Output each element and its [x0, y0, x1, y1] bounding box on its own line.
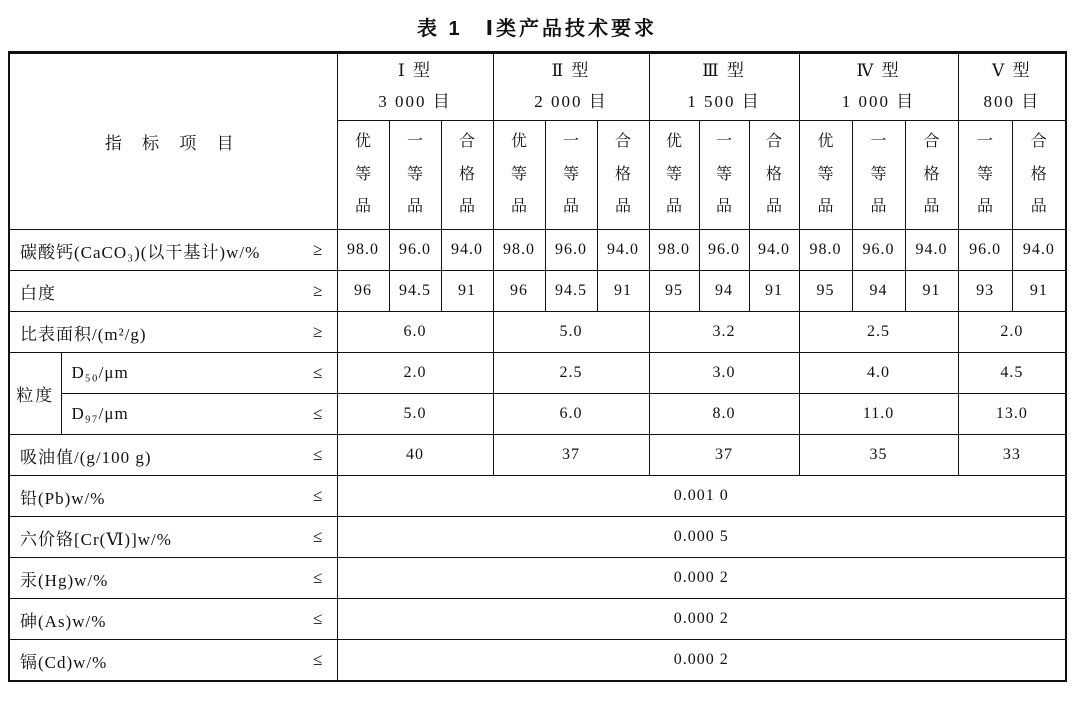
type-1-name: Ⅰ 型: [398, 61, 432, 81]
row-whiteness: [9, 271, 1066, 312]
row-label-cell: [9, 435, 337, 476]
row-label: 白度: [20, 283, 56, 303]
value-cell: 94: [852, 271, 905, 312]
row-label: 六价铬[Cr(Ⅵ)]w/%: [20, 529, 172, 549]
value-cell: 96.0: [389, 230, 441, 271]
grade-cell: [545, 121, 597, 230]
row-label: 汞(Hg)w/%: [20, 570, 109, 590]
row-caco3: [9, 230, 1066, 271]
value-cell: 4.5: [958, 353, 1066, 394]
value-cell: 13.0: [958, 394, 1066, 435]
value-cell: 95: [799, 271, 852, 312]
grade-label: 合格品: [766, 132, 783, 216]
item-header-cell: [9, 53, 337, 230]
granularity-label: 粒度: [16, 386, 55, 405]
type-4-name: Ⅳ 型: [856, 61, 901, 81]
value-cell: 0.001 0: [337, 476, 1066, 517]
type-5-name: Ⅴ 型: [992, 61, 1032, 81]
value-cell: 93: [958, 271, 1012, 312]
gte-symbol: ≥: [313, 240, 323, 259]
row-surface-area: [9, 312, 1066, 353]
grade-cell: [699, 121, 749, 230]
value-cell: 91: [441, 271, 493, 312]
grade-label: 合格品: [1030, 132, 1047, 216]
grade-label: 合格品: [923, 132, 940, 216]
value-cell: 2.0: [337, 353, 493, 394]
row-oil-absorption: [9, 435, 1066, 476]
grade-cell: [597, 121, 649, 230]
grade-label: 一等品: [870, 132, 887, 216]
grade-label: 一等品: [406, 132, 423, 216]
grade-cell: [749, 121, 799, 230]
value-cell: 94: [699, 271, 749, 312]
type-4-mesh: 1 000 目: [841, 92, 916, 111]
lte-symbol: ≤: [313, 404, 323, 423]
type-5-header: [958, 53, 1066, 121]
value-cell: 98.0: [649, 230, 699, 271]
type-3-name: Ⅲ 型: [702, 61, 746, 81]
type-2-name: Ⅱ 型: [551, 61, 591, 81]
grade-label: 优等品: [817, 132, 834, 216]
lte-symbol: ≤: [313, 527, 323, 546]
value-cell: 91: [597, 271, 649, 312]
value-cell: 4.0: [799, 353, 958, 394]
lte-symbol: ≤: [313, 568, 323, 587]
type-3-header: [649, 53, 799, 121]
row-label-cell: [9, 517, 337, 558]
row-label-cell: [9, 230, 337, 271]
value-cell: 40: [337, 435, 493, 476]
grade-label: 合格品: [459, 132, 476, 216]
grade-label: 合格品: [615, 132, 632, 216]
value-cell: 91: [1012, 271, 1066, 312]
type-4-header: [799, 53, 958, 121]
grade-label: 一等品: [716, 132, 733, 216]
type-1-header: [337, 53, 493, 121]
value-cell: 94.0: [905, 230, 958, 271]
row-d97: [9, 394, 1066, 435]
value-cell: 96: [337, 271, 389, 312]
type-2-mesh: 2 000 目: [534, 92, 608, 111]
grade-label: 一等品: [563, 132, 580, 216]
value-cell: 2.5: [493, 353, 649, 394]
header-row-types: [9, 53, 1066, 121]
grade-cell: [958, 121, 1012, 230]
value-cell: 8.0: [649, 394, 799, 435]
row-label-cell: [9, 476, 337, 517]
grade-cell: [389, 121, 441, 230]
lte-symbol: ≤: [313, 363, 323, 382]
row-label: D₉₇/μm: [71, 404, 129, 423]
row-label-cell: [9, 558, 337, 599]
row-label: 镉(Cd)w/%: [20, 652, 108, 672]
grade-cell: [852, 121, 905, 230]
value-cell: 96.0: [699, 230, 749, 271]
value-cell: 33: [958, 435, 1066, 476]
value-cell: 98.0: [799, 230, 852, 271]
grade-label: 一等品: [977, 132, 994, 216]
value-cell: 98.0: [337, 230, 389, 271]
grade-cell: [799, 121, 852, 230]
type-1-mesh: 3 000 目: [378, 92, 452, 111]
value-cell: 94.5: [545, 271, 597, 312]
row-label-cell: [9, 271, 337, 312]
row-label-cell: [9, 640, 337, 682]
value-cell: 91: [905, 271, 958, 312]
table-title: 表 1 Ⅰ类产品技术要求: [416, 18, 658, 40]
value-cell: 2.0: [958, 312, 1066, 353]
value-cell: 94.0: [597, 230, 649, 271]
value-cell: 3.2: [649, 312, 799, 353]
grade-cell: [441, 121, 493, 230]
value-cell: 5.0: [337, 394, 493, 435]
lte-symbol: ≤: [313, 650, 323, 669]
row-mercury: [9, 558, 1066, 599]
value-cell: 0.000 2: [337, 640, 1066, 682]
value-cell: 0.000 2: [337, 558, 1066, 599]
value-cell: 35: [799, 435, 958, 476]
row-lead: [9, 476, 1066, 517]
row-label: 砷(As)w/%: [20, 611, 107, 631]
value-cell: 5.0: [493, 312, 649, 353]
value-cell: 0.000 5: [337, 517, 1066, 558]
row-arsenic: [9, 599, 1066, 640]
type-3-mesh: 1 500 目: [687, 92, 761, 111]
row-label-cell: [9, 599, 337, 640]
grade-label: 优等品: [511, 132, 528, 216]
type-2-header: [493, 53, 649, 121]
grade-label: 优等品: [666, 132, 683, 216]
grade-cell: [337, 121, 389, 230]
granularity-group-cell: [9, 353, 61, 435]
value-cell: 96: [493, 271, 545, 312]
value-cell: 2.5: [799, 312, 958, 353]
row-label: 碳酸钙(CaCO₃)(以干基计)w/%: [20, 242, 261, 262]
spec-table: [8, 51, 1067, 682]
value-cell: 96.0: [958, 230, 1012, 271]
gte-symbol: ≥: [313, 322, 323, 341]
value-cell: 37: [493, 435, 649, 476]
row-label: 铅(Pb)w/%: [20, 488, 106, 508]
value-cell: 94.0: [441, 230, 493, 271]
gte-symbol: ≥: [313, 281, 323, 300]
value-cell: 37: [649, 435, 799, 476]
lte-symbol: ≤: [313, 486, 323, 505]
value-cell: 94.0: [1012, 230, 1066, 271]
grade-label: 优等品: [354, 132, 371, 216]
value-cell: 0.000 2: [337, 599, 1066, 640]
value-cell: 6.0: [493, 394, 649, 435]
value-cell: 11.0: [799, 394, 958, 435]
grade-cell: [649, 121, 699, 230]
value-cell: 6.0: [337, 312, 493, 353]
grade-cell: [905, 121, 958, 230]
value-cell: 94.5: [389, 271, 441, 312]
row-d50: [9, 353, 1066, 394]
value-cell: 96.0: [852, 230, 905, 271]
row-label-cell: [61, 353, 337, 394]
value-cell: 96.0: [545, 230, 597, 271]
value-cell: 98.0: [493, 230, 545, 271]
type-5-mesh: 800 目: [983, 92, 1041, 111]
row-chromium: [9, 517, 1066, 558]
row-label-cell: [9, 312, 337, 353]
row-label-cell: [61, 394, 337, 435]
lte-symbol: ≤: [313, 445, 323, 464]
grade-cell: [493, 121, 545, 230]
lte-symbol: ≤: [313, 609, 323, 628]
value-cell: 94.0: [749, 230, 799, 271]
value-cell: 95: [649, 271, 699, 312]
value-cell: 91: [749, 271, 799, 312]
row-cadmium: [9, 640, 1066, 682]
row-label: 吸油值/(g/100 g): [20, 447, 152, 467]
item-header-label: 指 标 项 目: [104, 134, 242, 153]
grade-cell: [1012, 121, 1066, 230]
value-cell: 3.0: [649, 353, 799, 394]
row-label: D₅₀/μm: [71, 363, 129, 382]
row-label: 比表面积/(m²/g): [20, 324, 147, 344]
